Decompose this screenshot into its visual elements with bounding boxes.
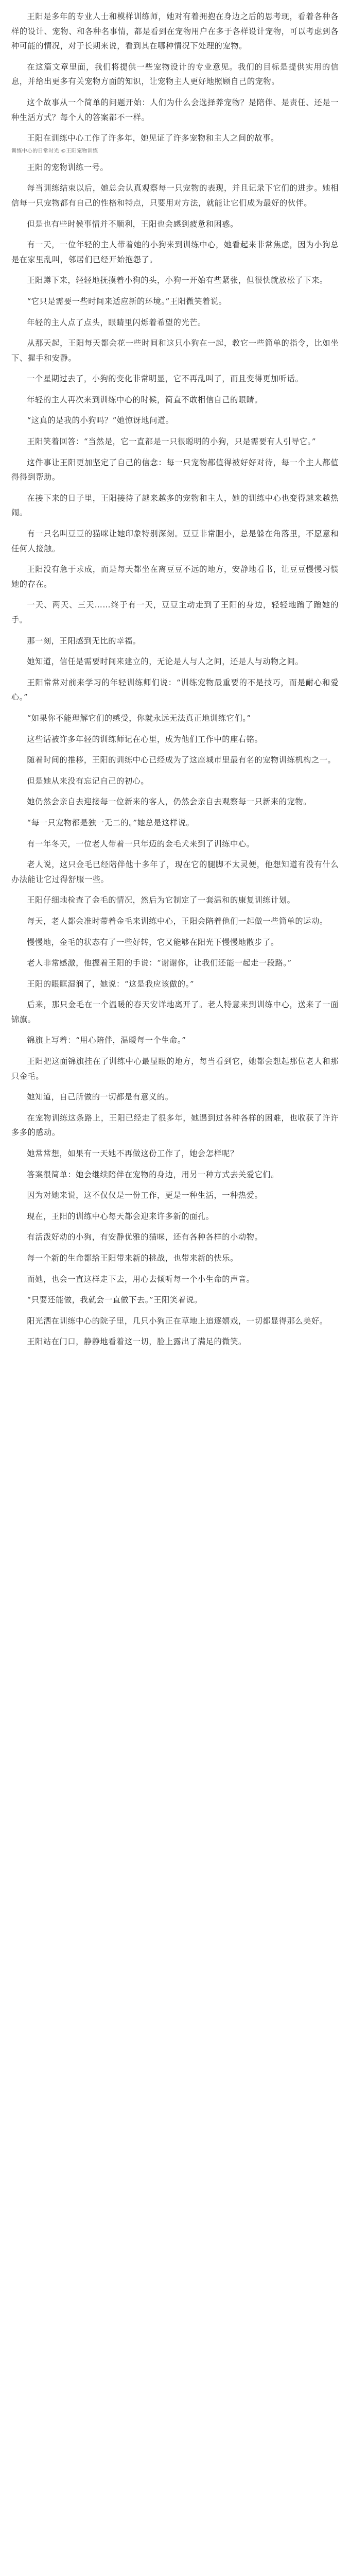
article-paragraph: “只要还能做，我就会一直做下去。”王阳笑着说。: [27, 1295, 203, 1305]
article-paragraph: “这真的是我的小狗吗？”她惊讶地问道。: [27, 416, 174, 426]
article-paragraph: 王阳笑着回答：“当然是，它一直都是一只很聪明的小狗，只是需要有人引导它。”: [27, 437, 317, 447]
article-paragraph: 有一只名叫豆豆的猫咪让她印象特别深刻。豆豆非常胆小，总是躲在角落里，不愿意和任何人接触。: [11, 529, 339, 553]
article-paragraph: 那一刻，王阳感到无比的幸福。: [27, 636, 141, 646]
article-paragraph: 有一年冬天，一位老人带着一只年迈的金毛犬来到了训练中心。: [27, 839, 255, 849]
article-paragraph: 这件事让王阳更加坚定了自己的信念：每一只宠物都值得被好好对待，每一个主人都值得得到帮助。: [11, 457, 339, 482]
article-paragraph: 从那天起，王阳每天都会花一些时间和这只小狗在一起，教它一些简单的指令，比如坐下、握手和安静。: [11, 338, 339, 363]
article-paragraph: 阳光洒在训练中心的院子里，几只小狗正在草地上追逐嬉戏，一切都显得那么美好。: [27, 1316, 328, 1326]
article-paragraph: 王阳常常对前来学习的年轻训练师们说：“训练宠物最重要的不是技巧，而是耐心和爱心。”: [11, 677, 339, 702]
article-paragraph: 一个星期过去了，小狗的变化非常明显，它不再乱叫了，而且变得更加听话。: [27, 374, 304, 384]
article-paragraph: 这些话被许多年轻的训练师记在心里，成为他们工作中的座右铭。: [27, 734, 263, 744]
article-paragraph: 这个故事从一个简单的问题开始：人们为什么会选择养宠物？是陪伴、是责任、还是一种生活方式？每个人的答案都不一样。: [11, 97, 339, 122]
article-paragraph: 年轻的主人点了点头，眼睛里闪烁着希望的光芒。: [27, 317, 206, 327]
article-paragraph: “每一只宠物都是独一无二的。”她总是这样说。: [27, 818, 195, 827]
article-paragraph: 锦旗上写着：“用心陪伴，温暖每一个生命。”: [27, 1036, 186, 1045]
article-paragraph: 在宠物训练这条路上，王阳已经走了很多年，她遇到过各种各样的困难，也收获了许许多多的感动。: [11, 1113, 339, 1138]
article-paragraph: 在这篇文章里面，我们将提供一些宠物设计的专业意见。我们的目标是提供实用的信息，并给出更多有关宠物方面的知识，让宠物主人更好地照顾自己的宠物。: [11, 62, 339, 87]
article-paragraph: 王阳仔细地检查了金毛的情况，然后为它制定了一套温和的康复训练计划。: [27, 895, 295, 905]
article-paragraph: 她常常想，如果有一天她不再做这份工作了，她会怎样呢？: [27, 1149, 238, 1159]
article-paragraph: 每天，老人都会准时带着金毛来训练中心，王阳会陪着他们一起做一些简单的运动。: [27, 916, 328, 926]
article-paragraph: 王阳没有急于求成，而是每天都坐在离豆豆不远的地方，安静地看书，让豆豆慢慢习惯她的存在。: [11, 565, 339, 589]
article-body: [11, 9, 339, 1349]
article-paragraph: 她知道，自己所做的一切都是有意义的。: [27, 1092, 173, 1102]
article-paragraph: 每当训练结束以后，她总会认真观察每一只宠物的表现，并且记录下它们的进步。她相信每一只宠物都有自己的性格和特点，只要用对方法，就能让它们成为最好的伙伴。: [11, 183, 339, 208]
article-paragraph: “它只是需要一些时间来适应新的环境。”王阳微笑着说。: [27, 296, 227, 306]
article-paragraph: 她知道，信任是需要时间来建立的，无论是人与人之间，还是人与动物之间。: [27, 657, 304, 667]
article-paragraph: 有活泼好动的小狗，有安静优雅的猫咪，还有各种各样的小动物。: [27, 1232, 263, 1242]
article-paragraph: 后来，那只金毛在一个温暖的春天安详地离开了。老人特意来到训练中心，送来了一面锦旗。: [11, 1000, 339, 1024]
article-paragraph: 年轻的主人再次来到训练中心的时候，简直不敢相信自己的眼睛。: [27, 395, 263, 404]
article-paragraph: 王阳是多年的专业人士和模样训练师，她对有着拥抱在身边之后的思考现，看着各种各样的设计、宠物、和各种名事情，都是看到在宠物用户在多于各样设计宠物，可以考虑到各种可能的情况，对于长期来说，看到其在哪种情况下处理的宠物。: [11, 12, 339, 51]
article-paragraph: 每一个新的生命都给王阳带来新的挑战，也带来新的快乐。: [27, 1253, 238, 1263]
article-paragraph: 她仍然会亲自去迎接每一位新来的客人，仍然会亲自去观察每一只新来的宠物。: [27, 797, 311, 807]
article-paragraph: 老人非常感激，他握着王阳的手说：“谢谢你，让我们还能一起走一段路。”: [27, 958, 292, 968]
article-paragraph: 王阳的宠物训练一号。: [27, 162, 109, 172]
article-paragraph: 但是她从来没有忘记自己的初心。: [27, 776, 149, 786]
article-paragraph: 随着时间的推移，王阳的训练中心已经成为了这座城市里最有名的宠物训练机构之一。: [27, 755, 336, 765]
article-paragraph: 在接下来的日子里，王阳接待了越来越多的宠物和主人，她的训练中心也变得越来越热闹。: [11, 493, 339, 518]
article-paragraph: 慢慢地，金毛的状态有了一些好转，它又能够在阳光下慢慢地散步了。: [27, 937, 279, 947]
article-paragraph: 老人说，这只金毛已经陪伴他十多年了，现在它的腿脚不太灵便，他想知道有没有什么办法能让它过得舒服一些。: [11, 860, 339, 884]
article-paragraph: 王阳站在门口，静静地看着这一切，脸上露出了满足的微笑。: [27, 1337, 247, 1347]
article-paragraph: 因为对她来说，这不仅仅是一份工作，更是一种生活，一种热爱。: [27, 1191, 263, 1200]
article-paragraph: 一天、两天、三天……终于有一天，豆豆主动走到了王阳的身边，轻轻地蹭了蹭她的手。: [11, 600, 339, 624]
article-paragraph: 王阳把这面锦旗挂在了训练中心最显眼的地方，每当看到它，她都会想起那位老人和那只金毛。: [11, 1057, 339, 1081]
image-caption: 训练中心的日常时光 ©王阳宠物训练: [11, 148, 98, 154]
article-paragraph: 但是也有些时候事情并不顺利，王阳也会感到疲惫和困惑。: [27, 219, 238, 229]
article-paragraph: 而她，也会一直这样走下去，用心去倾听每一个小生命的声音。: [27, 1274, 255, 1284]
article-paragraph: 现在，王阳的训练中心每天都会迎来许多新的面孔。: [27, 1211, 214, 1221]
article-paragraph: “如果你不能理解它们的感受，你就永远无法真正地训练它们。”: [27, 713, 251, 723]
article-paragraph: 王阳的眼眶湿润了，她说：“这是我应该做的。”: [27, 979, 195, 989]
article-paragraph: 王阳在训练中心工作了许多年，她见证了许多宠物和主人之间的故事。: [27, 133, 279, 143]
article-paragraph: 答案很简单：她会继续陪伴在宠物的身边，用另一种方式去关爱它们。: [27, 1170, 279, 1179]
article-paragraph: 有一天，一位年轻的主人带着她的小狗来到训练中心，她看起来非常焦虑，因为小狗总是在家里乱叫，邻居们已经开始抱怨了。: [11, 240, 339, 264]
article-paragraph: 王阳蹲下来，轻轻地抚摸着小狗的头，小狗一开始有些紧张，但很快就放松了下来。: [27, 276, 328, 285]
